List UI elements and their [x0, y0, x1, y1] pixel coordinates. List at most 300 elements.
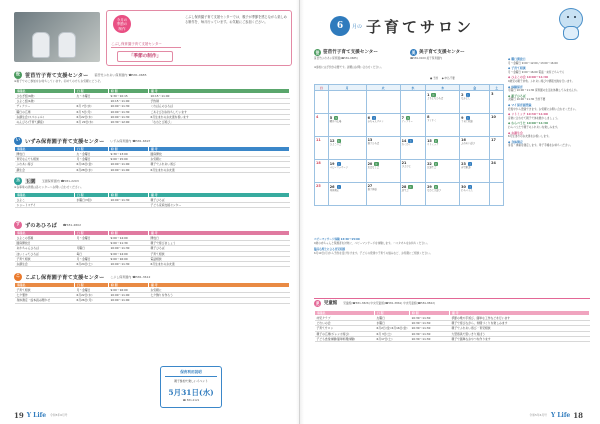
table-cell: 6月22日(木)	[75, 114, 109, 119]
table-cell: 月曜日	[75, 246, 109, 251]
calendar-day	[490, 91, 504, 114]
day-number: 11	[316, 138, 321, 142]
col-header: 時 間	[109, 89, 149, 94]
day-event: おはなし会	[367, 166, 380, 169]
calendar-day	[366, 160, 400, 183]
program-description: 6月生まれのお友達をお祝いします。	[508, 135, 551, 139]
calendar-day	[366, 183, 400, 206]
mascot-eye	[574, 16, 576, 18]
event-phone: ☎ 581-2121	[182, 399, 200, 402]
table-cell: あかちゃんひろば	[15, 246, 75, 251]
table-cell: お気軽に	[149, 288, 290, 293]
calendar-day	[490, 160, 504, 183]
col-header: 事業名	[15, 193, 75, 198]
center-tag: 笹	[337, 140, 340, 143]
calendar-day	[460, 137, 490, 160]
day-number: 7	[401, 116, 405, 120]
table-cell: 火～金曜日	[75, 152, 109, 157]
note-body: 0歳の赤ちゃんと保護者を対象に、ベビーマッサージを体験します。バスタオルをお持ちください。	[314, 241, 430, 245]
day-event: 子育て相談	[461, 120, 473, 123]
day-number: 24	[491, 161, 496, 165]
col-header: 事業名	[315, 311, 375, 316]
page-number: 19	[14, 410, 24, 420]
table-cell: 親子ひろば	[149, 198, 290, 203]
event-date: 5月31日(水)	[168, 388, 214, 397]
day-number: 1	[427, 93, 430, 97]
schedule-table-5	[14, 282, 290, 304]
calendar-day	[426, 137, 460, 160]
mascot-body	[563, 26, 579, 40]
program-item	[508, 122, 592, 129]
calendar-week	[315, 114, 504, 137]
day-event: よちよちひろば	[427, 97, 444, 100]
table-cell: 開放日	[149, 236, 290, 241]
calendar-day	[400, 160, 425, 183]
program-item	[508, 76, 592, 83]
col-header: 日 程	[75, 89, 109, 94]
col-header: 日 程	[75, 231, 109, 236]
col-header: 事業名	[15, 89, 75, 94]
section-title: 児童館	[324, 301, 338, 306]
page-footer-right	[525, 410, 586, 420]
table-cell: 6月16日(金)	[75, 162, 109, 167]
center-tag: 笹	[375, 163, 378, 166]
center-tag: 笹	[335, 117, 338, 120]
day-event: 赤ちゃんサロン	[367, 120, 384, 123]
table-cell: 予約制	[149, 99, 290, 104]
table-body	[315, 316, 590, 342]
table-cell: 10:30～12:00	[109, 119, 149, 124]
program-item	[508, 86, 592, 93]
program-title: ◆ リトミック 10:30～11:00	[508, 112, 548, 117]
page-number: 18	[573, 410, 583, 420]
day-number: 17	[491, 138, 496, 142]
weekday-header: 月	[328, 85, 366, 91]
event-heading: 保育利用説明	[165, 370, 217, 377]
calendar-day	[400, 183, 425, 206]
calendar-week	[315, 137, 504, 160]
day-number: 8	[427, 115, 430, 119]
day-number: 2	[461, 93, 464, 97]
page-right	[300, 0, 600, 424]
program-description: 月～金曜日 9:00～12:00 / 13:00～16:00	[508, 61, 558, 65]
craft-figure-2	[58, 32, 76, 58]
day-event: 曜日の広場	[329, 120, 342, 123]
calendar-day	[426, 183, 460, 206]
calendar-day	[328, 183, 366, 206]
table-cell: ふれあい遊び	[15, 162, 75, 167]
table-cell: 開放日	[15, 152, 75, 157]
section-marker: い	[15, 137, 21, 143]
calendar-day	[460, 91, 490, 114]
monthly-badge: 今月の 季節の 制作	[113, 15, 131, 33]
table-cell: 10:00～11:30	[109, 198, 149, 203]
table-cell: 10:00～11:30	[109, 114, 149, 119]
calendar-week	[315, 160, 504, 183]
day-number: 20	[367, 162, 373, 166]
center-heading-2	[410, 48, 465, 56]
table-body	[15, 94, 290, 125]
page-title: 子育てサロン	[366, 17, 475, 36]
table-cell: 10:00～11:30	[109, 246, 149, 251]
calendar-day	[490, 183, 504, 206]
table-cell: 6月22日(木)	[75, 293, 109, 298]
table-cell: ディアリー	[15, 104, 75, 109]
center-tag: 笹	[409, 186, 412, 189]
table-cell: 親子で遊びながら、仲間づくりを楽しみます	[449, 321, 589, 326]
table-cell: ごあそびがお待ちしています	[149, 109, 290, 114]
col-header: 備 考	[449, 311, 589, 316]
weekday-header: 金	[460, 85, 490, 91]
note-body: 6月19日(月)から予約を受け付けます。子どもの発達や子育ての悩みなど、お気軽にご相談ください。	[314, 252, 433, 256]
col-header: 事業名	[15, 231, 75, 236]
col-header: 時 間	[409, 311, 449, 316]
table-cell: 園庭開放日	[15, 241, 75, 246]
calendar-day	[315, 183, 329, 206]
table-cell: 七夕飾りを作ろう	[149, 293, 290, 298]
table-cell: 水曜日(3回)	[75, 198, 109, 203]
note-heading: 臨床心理士による育児相談	[314, 248, 346, 252]
center-tag: 美	[337, 163, 340, 166]
program-title: ◆ 曜日開放日	[508, 57, 526, 61]
table-cell: 6月 3日(土)	[375, 331, 410, 336]
center-heading-1	[314, 48, 378, 56]
table-cell: 親子で遊びましょう	[149, 241, 290, 246]
center-name: 美子育て支援センター	[419, 50, 465, 55]
weekday-header: 日	[315, 85, 329, 91]
section-marker: 笹	[15, 71, 21, 77]
section-note: ※親子でのご参加をお待ちしています。初めての方もお気軽にどうぞ。	[14, 79, 103, 83]
centers-note: ※参加には予約が必要です。詳細はお問い合わせください。	[314, 66, 384, 69]
table-cell: 10:15～11:00	[149, 94, 290, 99]
section-address: 笹苣竹ふれあい保育園内 ☎581-0685	[94, 72, 147, 77]
table-cell: 身体測定・絵本読み聞かせ	[15, 298, 75, 303]
day-number: 4	[316, 115, 319, 119]
col-header: 時 間	[109, 193, 149, 198]
note-heading: ベビーマッサージ体験 13:30～15:00	[314, 238, 360, 241]
table-cell: 火～木曜日	[75, 94, 109, 99]
calendar-day	[400, 137, 425, 160]
table-cell: 親子でふれあい遊び	[149, 162, 290, 167]
day-number: 9	[461, 116, 464, 120]
table-cell	[75, 203, 109, 208]
center-marker: 笹	[315, 49, 320, 55]
program-description: 月～金曜日 9:00～16:00 電話・来所どちらでも	[508, 70, 565, 74]
table-cell	[149, 298, 290, 303]
program-item	[508, 67, 592, 74]
event-box	[160, 366, 222, 408]
day-number: 26	[329, 185, 335, 189]
center-tag: 笹	[434, 163, 438, 166]
day-event: 誕生会	[401, 189, 409, 192]
day-number: 15	[427, 139, 432, 143]
table-cell: 6月生まれのお友達	[149, 167, 290, 172]
program-item	[508, 141, 592, 148]
program-title: ◆ 子育て相談	[508, 66, 526, 71]
day-event: わらべうた	[461, 189, 473, 192]
program-description: 身長・体重を測定します。母子手帳をお持ちください。	[508, 144, 573, 148]
table-cell: 10:00～11:00	[109, 298, 149, 303]
day-event: すくすく	[427, 119, 437, 122]
schedule-table-3	[14, 192, 290, 208]
section-heading-5	[14, 272, 150, 281]
table-cell: 曜日の広場	[15, 109, 75, 114]
day-event: 身体測定	[329, 189, 339, 192]
day-event: お誕生会	[427, 166, 437, 169]
calendar-day	[315, 91, 329, 114]
table-cell: 子ども家庭支援センター	[149, 203, 290, 208]
calendar-day	[315, 137, 329, 160]
col-header: 備 考	[149, 89, 290, 94]
center-tag: 美	[337, 186, 340, 189]
table-cell: 10:00～11:30	[109, 261, 149, 266]
day-event: ふれあい遊び	[461, 142, 475, 145]
table-body	[15, 236, 290, 267]
section-marker: 児	[315, 300, 320, 306]
program-item	[508, 113, 592, 120]
col-header: 時 間	[109, 147, 149, 152]
table-cell: 10:30～11:30	[409, 336, 449, 341]
table-cell: 10:00～11:00	[109, 293, 149, 298]
brand-logo: Y Life	[550, 411, 571, 419]
section-title: ずのあひろば	[25, 222, 57, 229]
calendar-week	[315, 91, 504, 114]
calendar-body	[315, 91, 504, 206]
table-cell: 6月2日(金) 6月16日(金)	[376, 326, 408, 331]
table-cell: 10:15～11:00	[109, 99, 149, 104]
program-description: 妊娠中から登録できます。お気軽にお問い合わせください。	[508, 107, 578, 111]
table-cell: ひなぎ組(0歳)	[15, 94, 75, 99]
table-cell: 6月28日(水)	[75, 167, 109, 172]
table-cell: 10:30～11:30	[409, 331, 449, 336]
col-header: 備 考	[149, 193, 290, 198]
program-title: ◆ わらべうた 10:00～11:30	[508, 121, 548, 126]
table-cell: 水曜日	[375, 321, 410, 326]
table-cell: 月～金曜日	[75, 256, 109, 261]
center-tag: 美	[466, 117, 469, 120]
table-cell: 月～金曜日	[75, 157, 109, 162]
table-row	[315, 336, 590, 341]
day-event: ベビーマッサージ	[329, 166, 348, 169]
table-cell: のんびろ(子育て講座)	[15, 119, 75, 124]
table-cell: 9:00～14:00	[109, 251, 149, 256]
day-number: 18	[316, 161, 321, 165]
day-number: 6	[367, 116, 370, 120]
table-body	[15, 198, 290, 208]
section-heading-3	[14, 176, 79, 185]
section-address: 玉園保育園内 ☎581-2203	[41, 178, 79, 183]
day-number: 13	[367, 138, 373, 142]
table-cell: 電話相談	[149, 256, 290, 261]
craft-figure-1	[32, 32, 50, 58]
section-heading-2	[14, 136, 150, 145]
center-tag: 美	[409, 140, 412, 143]
seasonal-craft-label: 「季節の制作」	[117, 51, 173, 62]
table-cell: 9:00～16:00	[109, 256, 149, 261]
program-item	[508, 132, 592, 139]
salon-title	[330, 14, 474, 38]
table-cell: 10:00～11:00	[109, 167, 149, 172]
day-event: なわとび遊び	[427, 189, 441, 192]
table-cell: ひよこ	[15, 198, 75, 203]
program-item	[508, 95, 592, 102]
program-notes	[314, 238, 504, 259]
table-cell: 子ども食堂体験(簡単料理体験)	[315, 336, 375, 341]
table-body	[15, 152, 290, 173]
program-title: ◆ ひよこの会 10:00～11:30	[508, 75, 548, 80]
day-event: ディアリー	[401, 120, 413, 123]
section-address: ☎581-4802	[62, 222, 81, 227]
day-number: 25	[316, 184, 321, 188]
table-cell: 9:00～11:30	[109, 241, 149, 246]
calendar-legend: ● 予約 ◆ 申込不要	[430, 77, 455, 80]
table-cell: 6月 29日(木)	[75, 119, 109, 124]
table-cell: 6月24日(土)	[75, 261, 109, 266]
center-tag: 笹	[432, 94, 435, 97]
table-cell: 10:30～11:30	[409, 321, 449, 326]
program-item	[508, 104, 592, 111]
day-number: 3	[491, 92, 494, 96]
table-cell	[109, 203, 149, 208]
col-header: 日 程	[75, 193, 109, 198]
calendar-day	[400, 91, 425, 114]
month-suffix: 月の	[352, 23, 363, 30]
table-cell: 月～金曜日	[75, 236, 109, 241]
table-cell: 9:30～10:15	[109, 94, 149, 99]
table-cell: 「なわとび遊び」	[149, 119, 290, 124]
table-cell: 子育て相談	[15, 256, 75, 261]
center-tag: 美	[372, 117, 376, 120]
table-cell: 10:00～11:30	[109, 109, 149, 114]
calendar-day	[460, 160, 490, 183]
col-header: 備 考	[149, 147, 290, 152]
schedule-table-2	[14, 146, 290, 173]
table-cell: ひよこの部屋	[15, 236, 75, 241]
table-cell: 10:30～11:30	[409, 316, 449, 321]
publication-info: 令和5年6月号	[50, 413, 68, 417]
center-name: 笹苣竹子育て支援センター	[323, 50, 378, 55]
center-tag: 美	[468, 186, 472, 189]
day-number: 12	[329, 139, 335, 143]
table-cell: 10:00～11:30	[109, 104, 149, 109]
month-badge: 6	[330, 16, 350, 36]
weekday-header: 火	[366, 85, 400, 91]
weekday-header: 土	[490, 85, 504, 91]
col-header: 事業名	[15, 147, 75, 152]
table-cell: 10:30～11:30	[409, 326, 449, 331]
center-tag: 美	[466, 94, 469, 97]
center-sub: 笹苣竹ふれあい保育園(☎581-0685)	[314, 57, 358, 60]
calendar-week	[315, 183, 504, 206]
section-address: いずみ保育園内 ☎581-6697	[110, 138, 151, 143]
calendar-day	[315, 160, 329, 183]
section-title: 玉園	[25, 178, 36, 185]
center-tag: 笹	[407, 117, 410, 120]
table-cell: 育児なんでも相談	[15, 157, 75, 162]
program-item	[508, 58, 592, 65]
table-row	[15, 167, 290, 172]
section-heading-1	[14, 70, 147, 79]
table-cell: 月～金曜日	[75, 288, 109, 293]
day-number: 21	[401, 161, 407, 165]
table-cell: ひよこ組(1歳)	[15, 99, 75, 104]
table-cell: 親子で簡単なおやつを作ります	[449, 336, 589, 341]
program-title: ◆ 身体測定	[508, 139, 523, 144]
table-cell: 6月17日(土)	[375, 336, 410, 341]
table-cell: くればんのひろば	[149, 104, 290, 109]
publication-info: 令和5年6月号	[529, 413, 547, 417]
program-description: 月曜日 10:00～11:30 保育園の生活を体験してみませんか。	[508, 89, 580, 93]
jidokan-table	[314, 310, 590, 342]
mascot-illustration	[554, 4, 588, 42]
day-number: 19	[329, 162, 335, 166]
col-header: 備 考	[149, 283, 290, 288]
table-cell: 6月生まれのお友達	[149, 261, 290, 266]
day-number: 27	[367, 184, 373, 188]
table-cell: ショートステイ	[15, 203, 75, 208]
day-number: 30	[461, 185, 466, 189]
brand-logo: Y Life	[26, 411, 47, 419]
calendar-day	[426, 91, 460, 114]
section-title: 笹苣竹子育て支援センター	[25, 72, 89, 79]
table-row	[15, 261, 290, 266]
day-number: 22	[427, 162, 432, 166]
table-cell: 親子でふれあい遊び・育児相談	[449, 326, 589, 331]
intro-box	[106, 10, 292, 66]
weekday-header: 木	[426, 85, 460, 91]
day-number: 16	[461, 138, 466, 142]
section-address: こぶし保育園内 ☎581-3612	[110, 274, 151, 279]
calendar-day	[366, 137, 400, 160]
section-title: いずみ保育園子育て支援センター	[25, 138, 105, 145]
center-sub: ☎581-0100 美子保育園内	[410, 57, 443, 60]
table-cell: 誕生会	[15, 167, 75, 172]
table-cell: 園庭開放	[149, 152, 290, 157]
day-event: わくわく	[401, 143, 411, 146]
table-cell: 9:00～16:00	[109, 288, 149, 293]
section-heading-4	[14, 220, 81, 229]
day-event: 育児相談	[461, 166, 471, 169]
table-cell: お誕生会	[15, 261, 75, 266]
center-tag: 笹	[434, 140, 438, 143]
section-title: こぶし保育園子育て支援センター	[25, 274, 105, 281]
table-cell: お気軽に	[149, 157, 290, 162]
jidokan-heading	[314, 298, 590, 306]
table-cell: どれいの会	[315, 321, 375, 326]
program-title: ◆ 親子ひろば	[508, 93, 526, 98]
event-calendar	[314, 84, 504, 206]
col-header: 日 程	[75, 147, 109, 152]
weekday-header: 水	[400, 85, 425, 91]
table-cell: 9:30～13:00	[109, 152, 149, 157]
day-event: 親子体操	[367, 188, 377, 191]
calendar-day	[328, 91, 366, 114]
table-cell: 七夕製作	[15, 293, 75, 298]
day-event: 親子ひろば	[367, 142, 380, 145]
section-marker: ず	[15, 221, 21, 227]
schedule-table-4	[14, 230, 290, 267]
schedule-table-1	[14, 88, 290, 125]
table-cell: お誕生会(スペシャル)	[15, 114, 75, 119]
note-item	[314, 238, 504, 245]
table-cell: 9:00～14:00	[109, 236, 149, 241]
table-cell: 6月生まれのお友達を祝います	[149, 114, 290, 119]
calendar-day	[426, 114, 460, 137]
day-number: 5	[329, 116, 333, 120]
table-cell: ほいくってひろば	[15, 251, 75, 256]
day-number: 29	[427, 185, 432, 189]
calendar-day	[328, 160, 366, 183]
